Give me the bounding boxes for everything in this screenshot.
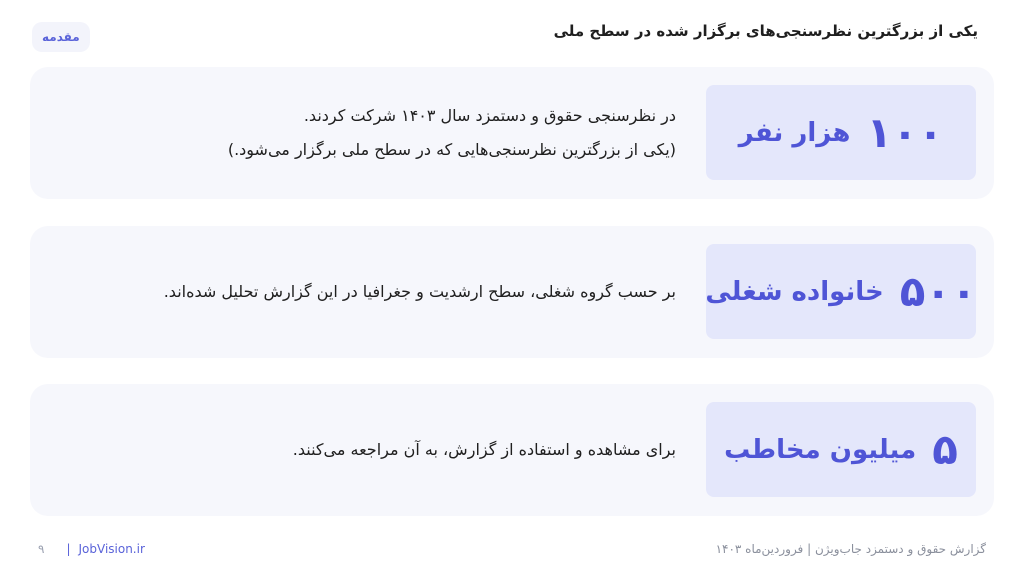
site-link[interactable]: JobVision.ir [78, 542, 145, 556]
stat-card-audience [30, 384, 994, 516]
stat-card-participants [30, 67, 994, 199]
stat-description [56, 384, 676, 516]
stat-description [56, 226, 676, 358]
stat-number: ۵۰۰ [899, 267, 977, 316]
stat-unit: میلیون مخاطب [724, 434, 917, 465]
stat-box [706, 85, 976, 180]
stat-description [56, 67, 676, 199]
stat-box [706, 402, 976, 497]
page-title: یکی از بزرگترین نظرسنجی‌های برگزار شده در سطح ملی [553, 22, 978, 40]
description-line: در نظرسنجی حقوق و دستمزد سال ۱۴۰۳ شرکت کردند. [303, 106, 676, 125]
stat-unit: هزار نفر [738, 117, 851, 148]
footer-separator: | [66, 542, 71, 556]
page-number: ۹ [38, 542, 45, 556]
description-line: (یکی از بزرگترین نظرسنجی‌هایی که در سطح ملی برگزار می‌شود.) [227, 140, 676, 159]
stat-number: ۱۰۰ [866, 108, 944, 157]
report-title: گزارش حقوق و دستمزد جاب‌ویژن | فروردین‌ماه ۱۴۰۳ [715, 542, 986, 556]
stat-box [706, 244, 976, 339]
description-line: بر حسب گروه شغلی، سطح ارشدیت و جغرافیا در این گزارش تحلیل شده‌اند. [163, 282, 676, 301]
section-badge: مقدمه [32, 22, 90, 52]
stat-number: ۵ [932, 425, 958, 474]
stat-card-job-families [30, 226, 994, 358]
description-line: برای مشاهده و استفاده از گزارش، به آن مراجعه می‌کنند. [292, 440, 676, 459]
footer-left [38, 542, 145, 556]
stat-unit: خانواده شغلی [705, 276, 884, 307]
